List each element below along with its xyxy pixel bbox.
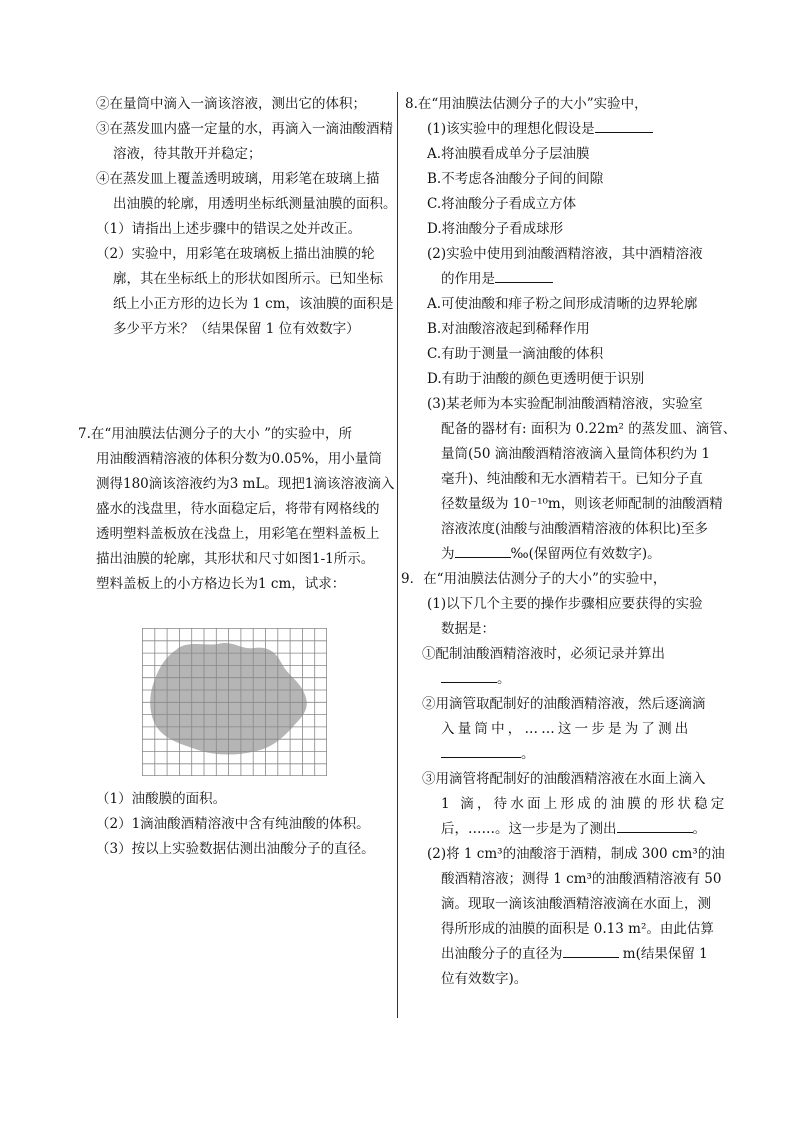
q9-step-3-cont: 1 滴，待水面上形成的油膜的形状稳定 [441,796,728,812]
q9-part-2-last: 位有效数字)。 [441,971,528,987]
q9-part-2-cont: 酸酒精溶液；测得 1 cm³的油酸酒精溶液有 50 [441,871,722,887]
q8-part-3: (3)某老师为本实验配制油酸酒精溶液，实验室 [427,396,703,412]
q8-part-3-cont: 溶液浓度(油酸与油酸酒精溶液的体积比)至多 [441,521,709,537]
question-7-title: 7.在“用油膜法估测分子的大小 ”的实验中，所 [78,426,352,442]
right-column [401,92,737,992]
q8-option: A.可使油酸和痱子粉之间形成清晰的边界轮廓 [427,296,698,312]
q9-step-3-cont: 后，……。这一步是为了测出 。 [405,817,720,842]
step-3-line-cont: 溶液，待其散开并稳定； [113,146,262,162]
q8-part-3-cont: 径数量级为 10⁻¹⁰m，则该老师配制的油酸酒精 [441,496,723,512]
answer-blank [495,268,553,283]
question-7-line: 透明塑料盖板放在浅盘上，用彩笔在塑料盖板上 [96,526,380,542]
q8-part-2-cont: 的作用是 [405,267,720,292]
sub-question-2: （2）实验中，用彩笔在玻璃板上描出油膜的轮 [96,246,375,262]
question-7-line: 用油酸酒精溶液的体积分数为0.05%，用小量筒 [96,451,382,467]
step-4-line: ④在蒸发皿上覆盖透明玻璃，用彩笔在玻璃上描 [96,171,380,187]
q8-part-3-end: 为 ‰(保留两位有效数字)。 [405,542,720,567]
q7-sub-1: （1）油酸膜的面积。 [96,791,227,807]
q9-part-2: (2)将 1 cm³的油酸溶于酒精，制成 300 cm³的油 [427,846,725,862]
answer-blank [455,543,511,558]
step-2-line: ②在量筒中滴入一滴该溶液，测出它的体积； [96,96,366,112]
question-7-line: 盛水的浅盘里，待水面稳定后，将带有网格线的 [96,501,380,517]
question-9-title: 9．在“用油膜法估测分子的大小”的实验中， [401,571,667,587]
question-7-line: 塑料盖板上的小方格边长为1 cm，试求： [96,576,346,592]
question-8-title: 8.在“用油膜法估测分子的大小”实验中， [405,96,648,112]
q9-step-2-cont: 入量筒中，……这一步是为了测出 [441,721,692,737]
q8-option: D.将油酸分子看成球形 [427,221,564,237]
answer-blank [595,118,653,133]
q9-part-1-cont: 数据是： [441,621,495,637]
q9-step-2-blank: 。 [405,742,720,767]
answer-blank [563,943,619,958]
q8-part-3-cont: 毫升)、纯油酸和无水酒精若干。已知分子直 [441,471,703,487]
q8-option: D.有助于油酸的颜色更透明便于识别 [427,371,645,387]
q8-part-3-cont: 配备的器材有: 面积为 0.22m² 的蒸发皿、滴管、 [441,421,737,437]
sub-question-2-cont: 多少平方米？（结果保留 1 位有效数字） [113,321,360,337]
sub-question-2-cont: 纸上小正方形的边长为 1 cm，该油膜的面积是 [113,296,394,312]
q8-option: B.不考虑各油酸分子间的间隙 [427,171,604,187]
q9-step-2: ②用滴管取配制好的油酸酒精溶液，然后逐滴滴 [422,696,706,712]
q9-step-3: ③用滴管将配制好的油酸酒精溶液在水面上滴入 [422,771,706,787]
q8-option: B.对油酸溶液起到稀释作用 [427,321,590,337]
question-7-line: 描出油膜的轮廓，其形状和尺寸如图1-1所示。 [96,551,375,567]
answer-blank [441,743,521,758]
answer-blank [617,818,693,833]
step-4-line-cont: 出油膜的轮廓，用透明坐标纸测量油膜的面积。 [113,196,397,212]
sub-question-2-cont: 廓，其在坐标纸上的形状如图所示。已知坐标 [113,271,383,287]
answer-blank [441,668,497,683]
q8-part-3-cont: 量筒(50 滴油酸酒精溶液滴入量筒体积约为 1 [441,446,711,462]
q8-option: A.将油膜看成单分子层油膜 [427,146,590,162]
oil-film-grid-figure [142,628,327,776]
step-3-line: ③在蒸发皿内盛一定量的水，再滴入一滴油酸酒精 [96,121,393,137]
q8-part-2: (2)实验中使用到油酸酒精溶液，其中酒精溶液 [427,246,703,262]
q9-part-2-cont: 得所形成的油膜的面积是 0.13 m²。由此估算 [441,921,714,937]
column-divider [397,92,398,1018]
sub-question-1: （1）请指出上述步骤中的错误之处并改正。 [96,221,362,237]
q9-step-1: ①配制油酸酒精溶液时，必须记录并算出 [422,646,665,662]
q9-part-2-end: 出油酸分子的直径为 m(结果保留 1 [405,942,720,967]
q7-sub-3: （3）按以上实验数据估测出油酸分子的直径。 [96,841,375,857]
left-column [78,92,397,597]
q9-step-1-blank: 。 [405,667,720,692]
q7-sub-2: （2）1滴油酸酒精溶液中含有纯油酸的体积。 [96,816,370,832]
q8-option: C.将油酸分子看成立方体 [427,196,577,212]
q8-option: C.有助于测量一滴油酸的体积 [427,346,604,362]
q8-part-1: (1)该实验中的理想化假设是 [405,117,720,142]
question-7-subparts [96,787,394,862]
q9-part-1: (1)以下几个主要的操作步骤相应要获得的实验 [427,596,703,612]
q9-part-2-cont: 滴。现取一滴该油酸酒精溶液滴在水面上，测 [441,896,711,912]
question-7-line: 测得180滴该溶液约为3 mL。现把1滴该溶液滴入 [96,476,395,492]
